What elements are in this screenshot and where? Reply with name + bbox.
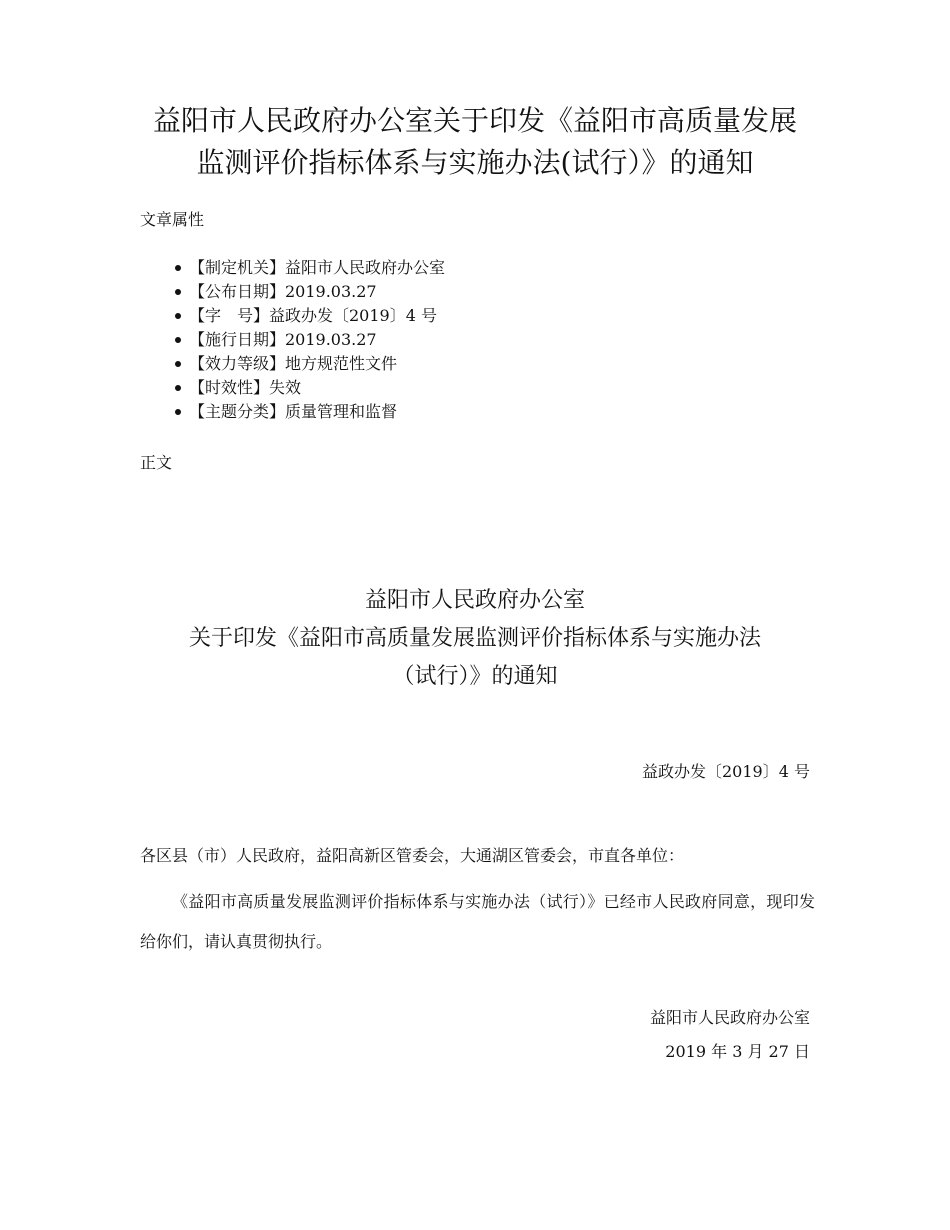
attribute-text: 【制定机关】益阳市人民政府办公室 [189, 258, 446, 277]
notice-heading-line-3: （试行）》的通知 [392, 664, 558, 689]
bullet-icon [175, 313, 181, 319]
attribute-item-issuer [175, 256, 445, 280]
signature-block [650, 1006, 810, 1074]
attribute-text: 【时效性】失效 [189, 378, 302, 397]
document-title-line-2: 监测评价指标体系与实施办法(试行）》的通知 [196, 146, 754, 179]
notice-heading-line-1: 益阳市人民政府办公室 [364, 588, 585, 613]
document-title [110, 100, 840, 184]
body-label: 正文 [140, 453, 173, 472]
attribute-item-publish-date [175, 280, 445, 304]
attribute-item-category [175, 400, 445, 424]
notice-heading [110, 582, 840, 696]
signature-organization: 益阳市人民政府办公室 [649, 1008, 810, 1027]
bullet-icon [175, 385, 181, 391]
attribute-item-effective-date [175, 328, 445, 352]
attributes-list [175, 256, 445, 424]
attribute-item-legal-level [175, 352, 445, 376]
attribute-text: 【公布日期】2019.03.27 [189, 282, 377, 301]
attribute-item-validity [175, 376, 445, 400]
document-number: 益政办发〔2019〕4 号 [642, 762, 810, 781]
bullet-icon [175, 289, 181, 295]
attribute-text: 【主题分类】质量管理和监督 [189, 402, 398, 421]
notice-heading-line-2: 关于印发《益阳市高质量发展监测评价指标体系与实施办法 [188, 626, 761, 651]
attributes-label: 文章属性 [140, 210, 205, 229]
attribute-item-doc-number [175, 304, 445, 328]
bullet-icon [175, 409, 181, 415]
addressee: 各区县（市）人民政府，益阳高新区管委会，大通湖区管委会，市直各单位： [140, 846, 685, 865]
attribute-text: 【效力等级】地方规范性文件 [189, 354, 398, 373]
document-title-line-1: 益阳市人民政府办公室关于印发《益阳市高质量发展 [152, 104, 797, 137]
attribute-text: 【施行日期】2019.03.27 [189, 330, 377, 349]
bullet-icon [175, 361, 181, 367]
signature-date: 2019 年 3 月 27 日 [665, 1042, 810, 1061]
body-paragraph: 《益阳市高质量发展监测评价指标体系与实施办法（试行）》已经市人民政府同意，现印发给你们，请认真贯彻执行。 [140, 892, 815, 951]
bullet-icon [175, 265, 181, 271]
attribute-text: 【字 号】益政办发〔2019〕4 号 [189, 306, 437, 325]
bullet-icon [175, 337, 181, 343]
